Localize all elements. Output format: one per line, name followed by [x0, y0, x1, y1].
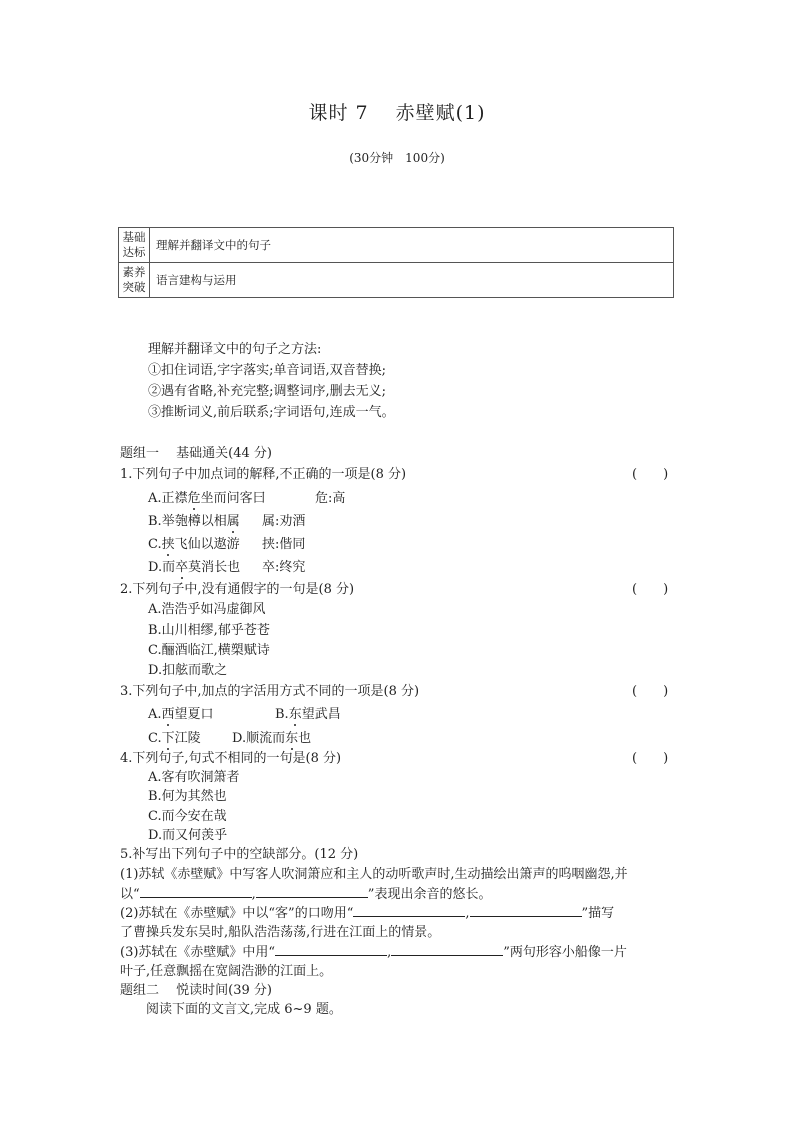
- literacy-key-line: 达标: [122, 245, 146, 259]
- dotted-character: 危: [187, 491, 201, 506]
- page-title: 课时 7 赤壁赋(1): [308, 102, 486, 124]
- answer-parentheses: ( ): [632, 751, 669, 766]
- method-line: ①扣住词语,字字落实;单音词语,双音替换;: [148, 363, 387, 378]
- literacy-value-cell: 理解并翻译文中的句子: [150, 228, 674, 263]
- question-2-stem: 2.下列句子中,没有通假字的一句是(8 分): [120, 582, 355, 597]
- question-5-stem: 5.补写出下列句子中的空缺部分。(12 分): [120, 847, 359, 862]
- q4-option-a: A.客有吹洞箫者: [148, 770, 240, 785]
- dotted-character: 东: [285, 731, 299, 746]
- answer-parentheses: ( ): [632, 467, 669, 482]
- literacy-key-line: 素养: [122, 265, 146, 279]
- literacy-key-line: 突破: [122, 280, 146, 294]
- q1-option-d: D.而卒莫消长也: [148, 560, 241, 575]
- q5-item-3-line-1: (3)苏轼在《赤壁赋》中用“ , ”两句形容小船像一片: [120, 945, 627, 960]
- question-1-stem: 1.下列句子中加点词的解释,不正确的一项是(8 分): [120, 467, 407, 482]
- literacy-key-cell: [119, 263, 150, 298]
- q3-option-b: B.东望武昌: [275, 707, 341, 722]
- method-line: ②遇有省略,补充完整;调整词序,删去无义;: [148, 384, 387, 399]
- dotted-character: 卒: [175, 560, 189, 575]
- q1-option-a: A.正襟危坐而问客曰: [148, 491, 266, 506]
- method-box: [148, 339, 395, 423]
- q4-option-d: D.而又何羡乎: [148, 828, 228, 843]
- q4-option-b: B.何为其然也: [148, 789, 227, 804]
- literacy-key-cell: [119, 228, 150, 263]
- dotted-character: 下: [161, 731, 175, 746]
- fill-blank[interactable]: [353, 904, 465, 917]
- dotted-character: 属: [226, 514, 240, 529]
- reading-instruction: 阅读下面的文言文,完成 6~9 题。: [146, 1002, 342, 1017]
- q1-option-a-gloss: 危:高: [315, 491, 346, 506]
- question-4-stem: 4.下列句子,句式不相同的一句是(8 分): [120, 751, 342, 766]
- method-heading: 理解并翻译文中的句子之方法:: [148, 342, 322, 357]
- q3-option-c: C.下江陵: [148, 731, 201, 746]
- q3-option-a: A.西望夏口: [148, 707, 214, 722]
- group-one-title: 题组一 基础通关(44 分): [120, 446, 272, 461]
- fill-blank[interactable]: [275, 943, 387, 956]
- table-row: [119, 228, 674, 263]
- literacy-key-line: 基础: [122, 230, 146, 244]
- q4-option-c: C.而今安在哉: [148, 809, 227, 824]
- fill-blank[interactable]: [140, 885, 252, 898]
- dotted-character: 挟: [161, 537, 175, 552]
- q5-item-3-line-2: 叶子,任意飘摇在宽阔浩渺的江面上。: [120, 964, 333, 979]
- fill-blank[interactable]: [256, 885, 368, 898]
- question-3-stem: 3.下列句子中,加点的字活用方式不同的一项是(8 分): [120, 684, 420, 699]
- q2-option-c: C.酾酒临江,横槊赋诗: [148, 643, 270, 658]
- q1-option-b: B.举匏樽以相属: [148, 514, 240, 529]
- fill-blank[interactable]: [470, 904, 582, 917]
- q2-option-b: B.山川相缪,郁乎苍苍: [148, 623, 270, 638]
- q1-option-b-gloss: 属:劝酒: [262, 514, 306, 529]
- q3-option-d: D.顺流而东也: [232, 731, 312, 746]
- q5-item-2-line-2: 了曹操兵发东吴时,船队浩浩荡荡,行进在江面上的情景。: [120, 925, 441, 940]
- literacy-value-cell: 语言建构与运用: [150, 263, 674, 298]
- answer-parentheses: ( ): [632, 582, 669, 597]
- q2-option-d: D.扣舷而歌之: [148, 663, 228, 678]
- q5-item-2-line-1: (2)苏轼在《赤壁赋》中以“客”的口吻用“ , ”描写: [120, 906, 615, 921]
- q1-option-c: C.挟飞仙以遨游: [148, 537, 240, 552]
- table-row: [119, 263, 674, 298]
- fill-blank[interactable]: [391, 943, 503, 956]
- answer-parentheses: ( ): [632, 684, 669, 699]
- q1-option-c-gloss: 挟:偕同: [262, 537, 306, 552]
- dotted-character: 东: [288, 707, 302, 722]
- method-line: ③推断词义,前后联系;字词语句,连成一气。: [148, 405, 395, 420]
- time-score-info: (30分钟 100分): [349, 151, 445, 165]
- dotted-character: 西: [161, 707, 175, 722]
- q5-item-1-line-2: 以“ , ”表现出余音的悠长。: [120, 887, 492, 902]
- q1-option-d-gloss: 卒:终究: [262, 560, 306, 575]
- q2-option-a: A.浩浩乎如冯虚御风: [148, 602, 266, 617]
- q5-item-1-line-1: (1)苏轼《赤壁赋》中写客人吹洞箫应和主人的动听歌声时,生动描绘出箫声的呜咽幽怨,并: [120, 867, 628, 882]
- literacy-goals-table: [118, 227, 674, 298]
- group-two-title: 题组二 悦读时间(39 分): [120, 983, 272, 998]
